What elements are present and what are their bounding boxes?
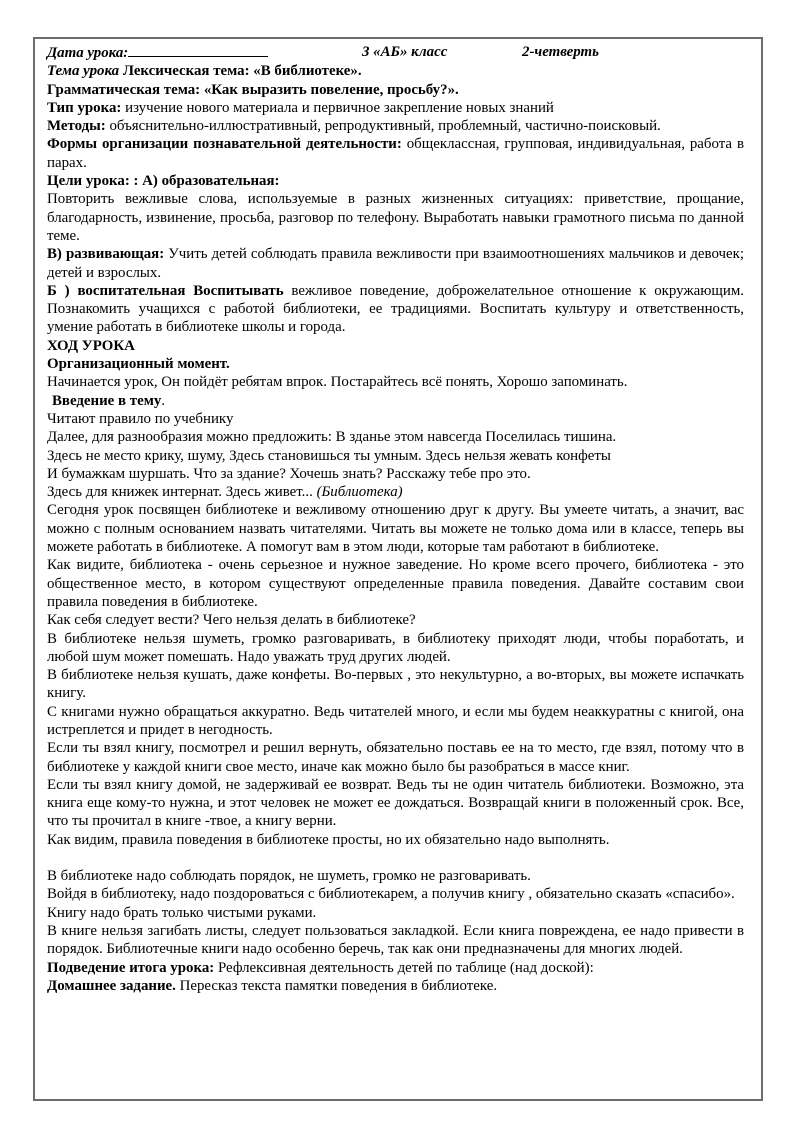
lesson-type-label: Тип урока: <box>47 99 122 116</box>
methods-line <box>47 117 744 135</box>
lesson-type-line <box>47 99 744 117</box>
rules-paragraph: Книгу надо брать только чистыми руками. <box>47 904 317 921</box>
lesson-header <box>47 43 744 62</box>
topic-value: Лексическая тема: «В библиотеке». <box>122 63 362 80</box>
body-paragraph: Как себя следует вести? Чего нельзя делать в библиотеке? <box>47 612 416 629</box>
rules-paragraph: Войдя в библиотеку, надо поздороваться с библиотекарем, а получив книгу , обязательно сказать «спасибо». <box>47 886 735 903</box>
goals-upbringing <box>47 282 744 337</box>
org-moment-text: Начинается урок, Он пойдёт ребятам впрок. Постарайтесь всё понять, Хорошо запоминать. <box>47 374 628 391</box>
lesson-type-value: изучение нового материала и первичное закрепление новых знаний <box>125 99 554 116</box>
homework-value: Пересказ текста памятки поведения в библиотеке. <box>179 977 498 994</box>
date-blank-line <box>128 43 268 57</box>
body-paragraph: В библиотеке нельзя кушать, даже конфеты. Во-первых , это некультурно, а во-вторых, вы можете испачкать книгу. <box>47 667 744 702</box>
quarter-label: 2-четверть <box>522 44 599 60</box>
goals-upbringing-label: Б ) воспитательная Воспитывать <box>47 282 284 299</box>
body-paragraph: В библиотеке нельзя шуметь, громко разговаривать, в библиотеку приходят люди, чтобы поработать, и любой шум может помешать. Надо уважать труд других людей. <box>47 630 744 665</box>
goals-educational-text: Повторить вежливые слова, используемые в разных жизненных ситуациях: приветствие, прощание, благодарность, извинение, просьба, разговор по телефону. Выработать навыки грамотного письма по данной теме. <box>47 191 744 244</box>
body-paragraph: Как видите, библиотека - очень серьезное и нужное заведение. Но кроме всего прочего, библиотека - это общественное место, в котором существуют определенные правила поведения. Давайте составим свои правила поведения в библиотеке. <box>47 557 744 610</box>
intro-line-2: Далее, для разнообразия можно предложить: В зданье этом навсегда Поселилась тишина. <box>47 429 617 446</box>
forms-value: общеклассная, групповая, индивидуальная, работа в парах. <box>47 136 744 171</box>
goals-upbringing-text: вежливое поведение, доброжелательное отношение к окружающим. Познакомить учащихся с работой библиотеки, ее традициями. Воспитать культуру и ответственность, умение работать в библиотеке школы и города. <box>47 282 744 336</box>
body-paragraph: Сегодня урок посвящен библиотеке и вежливому отношению друг к другу. Вы умеете читать, а значит, вас можно с полным основанием назвать читателями. Читать вы можете не только дома или в классе, теперь вы можете работать в библиотеке. А помогут вам в этом люди, которые там работают в библиотеке. <box>47 502 744 556</box>
topic-label: Тема урока <box>47 63 120 80</box>
intro-line-5 <box>47 483 744 501</box>
forms-line <box>47 135 744 172</box>
body-paragraph: Если ты взял книгу домой, не задерживай ее возврат. Ведь ты не один читатель библиотеки. Возможно, эта книга еще кому-то нужна, и этот человек не может ее дождаться. Возвращай книги в положенный срок. Все, что ты прочитал в книге -твое, а книгу верни. <box>47 776 744 830</box>
intro-heading: Введение в тему <box>52 392 162 409</box>
homework-line <box>47 977 744 995</box>
goals-developing-label: В) развивающая: <box>47 246 165 263</box>
class-label: 3 «АБ» класс <box>362 44 448 60</box>
forms-label: Формы организации познавательной деятельности: <box>47 136 402 153</box>
intro-line-3: Здесь не место крику, шуму, Здесь становишься ты умным. Здесь нельзя жевать конфеты <box>47 447 611 464</box>
grammar-topic: Грамматическая тема: «Как выразить повеление, просьбу?». <box>47 81 459 98</box>
body-paragraph: Если ты взял книгу, посмотрел и решил вернуть, обязательно поставь ее на то место, где взял, потому что в библиотеке у каждой книги свое место, иначе как можно было бы разобраться в массе книг. <box>47 740 744 775</box>
intro-line-1: Читают правило по учебнику <box>47 410 234 427</box>
intro-line-4: И бумажкам шуршать. Что за здание? Хочешь знать? Расскажу тебе про это. <box>47 465 531 482</box>
goals-developing <box>47 245 744 282</box>
intro-riddle-text: Здесь для книжек интернат. Здесь живет... <box>47 484 313 501</box>
summary-label: Подведение итога урока: <box>47 959 215 976</box>
summary-value: Рефлексивная деятельность детей по таблице (над доской): <box>217 959 594 976</box>
methods-value: объяснительно-иллюстративный, репродуктивный, проблемный, частично-поисковый. <box>109 118 661 135</box>
section-gap <box>47 849 744 867</box>
summary-line <box>47 959 744 977</box>
date-label: Дата урока: <box>47 45 129 61</box>
intro-riddle-answer: (Библиотека) <box>312 484 403 501</box>
body-paragraph: Как видим, правила поведения в библиотеке просты, но их обязательно надо выполнять. <box>47 831 610 848</box>
lesson-document <box>47 43 744 995</box>
intro-heading-line <box>47 392 744 410</box>
topic-line <box>47 62 744 80</box>
course-heading: ХОД УРОКА <box>47 337 135 354</box>
org-moment-heading: Организационный момент. <box>47 356 230 373</box>
intro-heading-dot: . <box>161 392 166 409</box>
rules-paragraph: В библиотеке надо соблюдать порядок, не шуметь, громко не разговаривать. <box>47 868 531 885</box>
homework-label: Домашнее задание. <box>47 977 176 994</box>
date-field <box>47 43 362 62</box>
methods-label: Методы: <box>47 118 106 135</box>
goals-label: Цели урока: : А) образовательная: <box>47 173 280 190</box>
rules-paragraph: В книге нельзя загибать листы, следует пользоваться закладкой. Если книга повреждена, ее надо привести в порядок. Библиотечные книги надо особенно беречь, так как они предназначены для многих людей. <box>47 922 744 958</box>
body-paragraph: С книгами нужно обращаться аккуратно. Ведь читателей много, и если мы будем неаккуратны с книгой, она истреплется и придет в негодность. <box>47 703 744 738</box>
goals-developing-text: Учить детей соблюдать правила вежливости при взаимоотношениях мальчиков и девочек; детей и взрослых. <box>47 246 744 281</box>
